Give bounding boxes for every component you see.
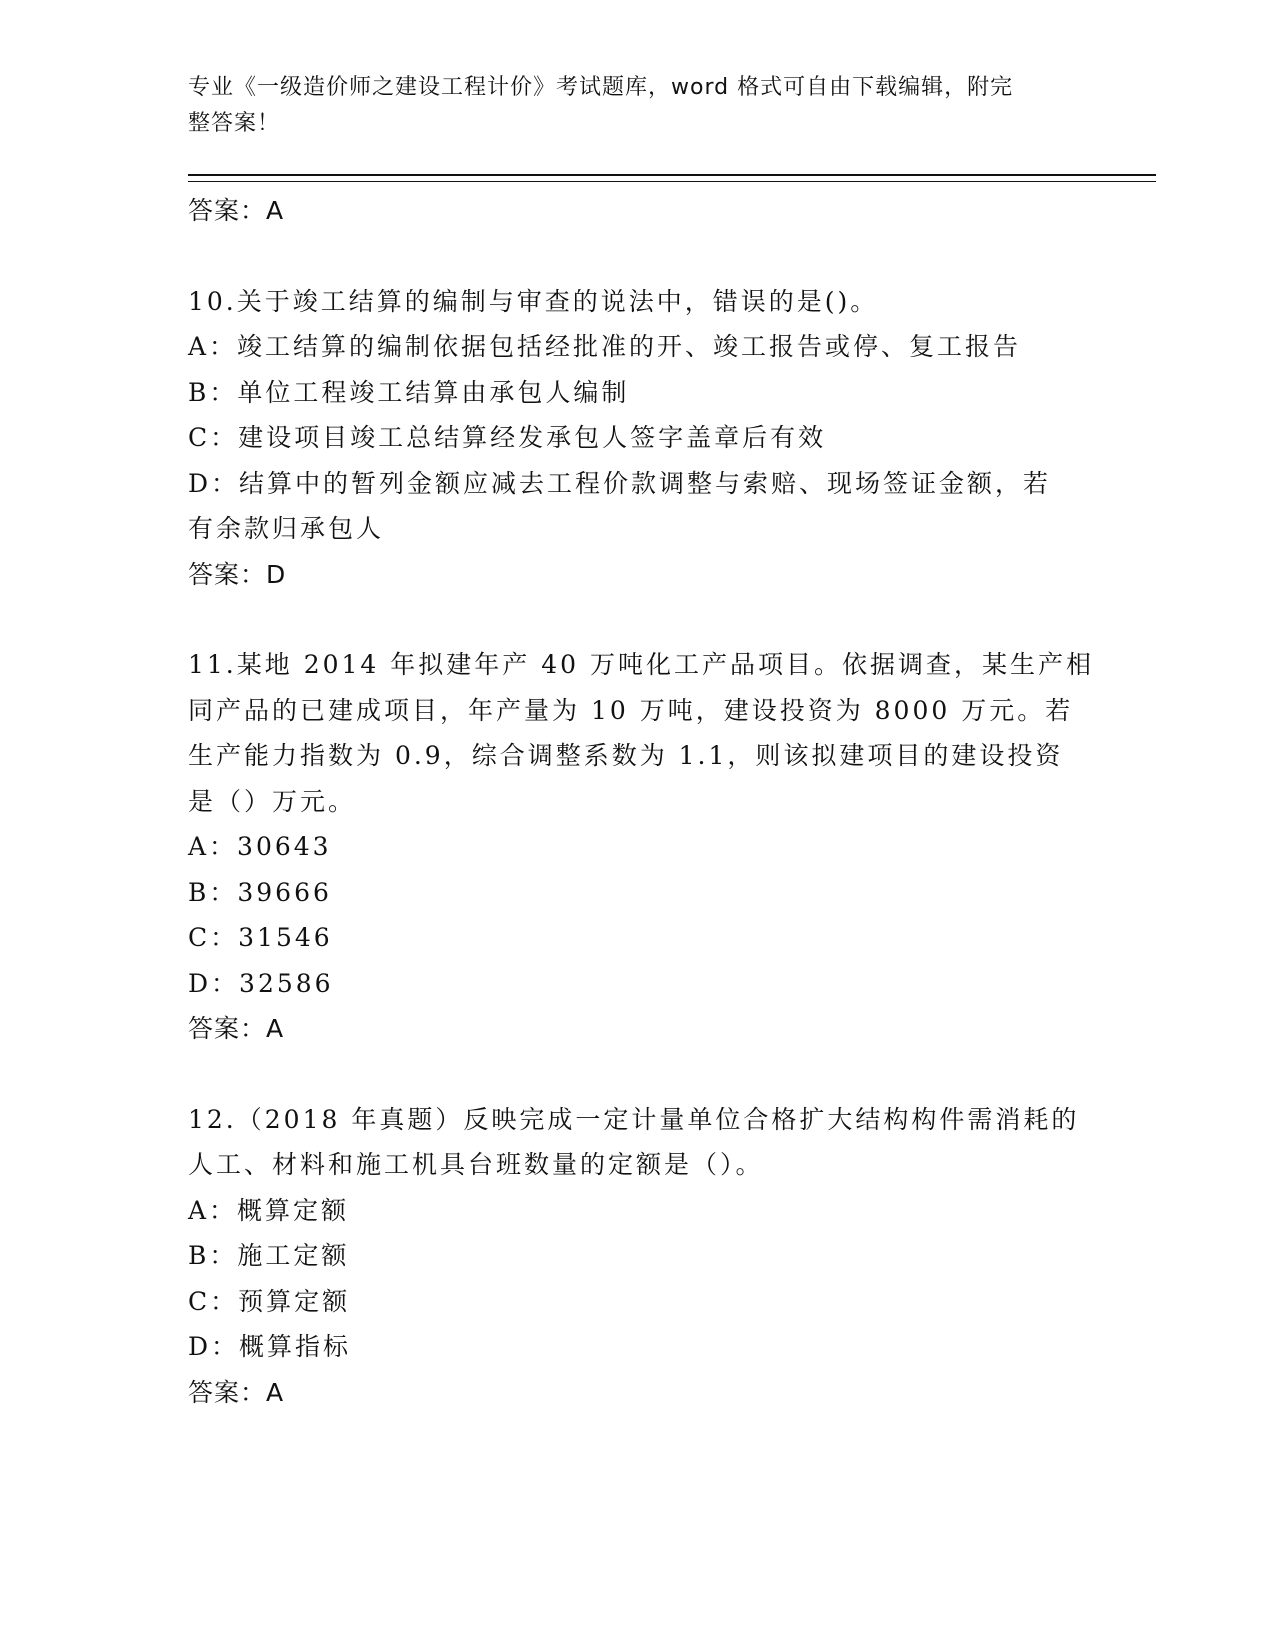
option-b: B：施工定额 — [188, 1241, 350, 1270]
answer-label: 答案：A — [188, 196, 285, 225]
header-line: 整答案！ — [188, 111, 281, 136]
option-a: A：概算定额 — [188, 1195, 350, 1225]
spacer — [188, 597, 1088, 642]
header-line: 专业《一级造价师之建设工程计价》考试题库，word 格式可自由下载编辑，附完 — [188, 75, 1014, 100]
spacer — [188, 234, 1088, 279]
question-list — [188, 188, 1094, 1415]
option-b: B：单位工程竣工结算由承包人编制 — [188, 377, 630, 407]
question-11 — [188, 642, 1094, 1052]
answer-label: 答案：D — [188, 559, 287, 589]
option-d: D：概算指标 — [188, 1332, 352, 1361]
header-divider-thin — [188, 181, 1156, 182]
option-c: C：预算定额 — [188, 1286, 351, 1316]
page-header — [188, 70, 1088, 142]
answer-label: 答案：A — [188, 1014, 285, 1043]
question-10 — [188, 279, 1088, 598]
question-stem: 同产品的已建成项目，年产量为 10 万吨，建设投资为 8000 万元。若 — [188, 695, 1074, 725]
option-a: A：竣工结算的编制依据包括经批准的开、竣工报告或停、复工报告 — [188, 332, 1022, 361]
option-a: A：30643 — [188, 832, 332, 861]
question-12 — [188, 1097, 1088, 1416]
option-d: D：结算中的暂列金额应减去工程价款调整与索赔、现场签证金额，若 — [188, 468, 1052, 498]
answer-label: 答案：A — [188, 1377, 285, 1407]
option-b: B：39666 — [188, 877, 332, 907]
option-c: C：31546 — [188, 923, 333, 952]
question-stem: 是（）万元。 — [188, 786, 357, 816]
question-stem: 12.（2018 年真题）反映完成一定计量单位合格扩大结构构件需消耗的 — [188, 1104, 1080, 1134]
question-stem: 生产能力指数为 0.9，综合调整系数为 1.1，则该拟建项目的建设投资 — [188, 741, 1064, 770]
option-c: C：建设项目竣工总结算经发承包人签字盖章后有效 — [188, 423, 827, 452]
option-d-continued: 有余款归承包人 — [188, 514, 385, 543]
question-stem: 11.某地 2014 年拟建年产 40 万吨化工产品项目。依据调查，某生产相 — [188, 650, 1094, 679]
spacer — [188, 1052, 1088, 1097]
header-divider — [188, 174, 1156, 176]
option-d: D：32586 — [188, 968, 334, 998]
question-stem: 10.关于竣工结算的编制与审查的说法中，错误的是()。 — [188, 286, 879, 316]
question-stem: 人工、材料和施工机具台班数量的定额是（）。 — [188, 1150, 764, 1179]
